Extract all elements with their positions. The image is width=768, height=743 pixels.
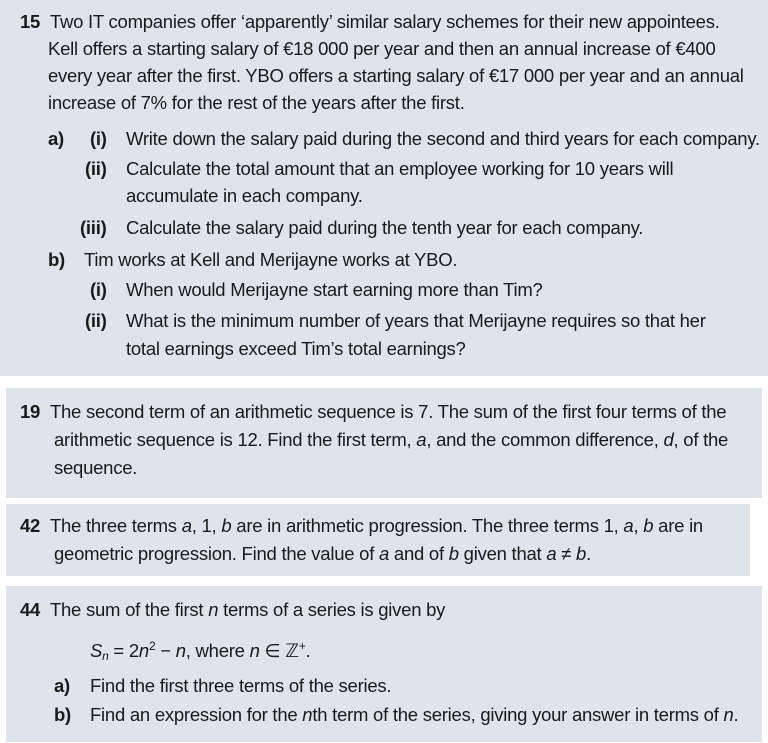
- q44-equation: $S_n = 2n^2 - n$, where n ∈ ℤ+.: [90, 639, 311, 663]
- q19-var-d: d: [663, 429, 674, 450]
- q15-intro-2: Kell offers a starting salary of €18 000 per year and then an annual increase of €400: [48, 38, 716, 59]
- q15-b-text: Tim works at Kell and Merijayne works at YBO.: [84, 249, 458, 270]
- question-42-box: [6, 504, 750, 576]
- q15-a-iii-text: Calculate the salary paid during the tenth year for each company.: [126, 217, 644, 238]
- q15-intro-4: increase of 7% for the rest of the years after the first.: [48, 92, 465, 113]
- q19-text-1: The second term of an arithmetic sequence is 7. The sum of the first four terms of the: [49, 401, 727, 422]
- q44-part-a-text: Find the first three terms of the series.: [90, 675, 392, 696]
- q15-intro-1: Two IT companies offer ‘apparently’ similar salary schemes for their new appointees.: [49, 11, 720, 32]
- q15-b-ii-label: (ii): [85, 310, 107, 331]
- q42-number: 42: [20, 515, 41, 536]
- q15-part-a-label: a): [48, 128, 64, 149]
- q15-a-ii-text-1: Calculate the total amount that an employee working for 10 years will: [126, 158, 674, 179]
- q42-line-2: geometric progression. Find the value of a and of b given that a ≠ b.: [54, 543, 591, 564]
- q19-line-1: [20, 400, 726, 424]
- q15-part-b-label: b): [48, 249, 65, 270]
- q15-line-1: [20, 10, 720, 34]
- q15-b-ii-text-2: total earnings exceed Tim’s total earnings?: [126, 338, 466, 359]
- q44-part-b-label: b): [54, 704, 71, 725]
- q42-line-1: 42 The three terms a, 1, b are in arithmetic progression. The three terms 1, a, b are in: [20, 515, 703, 536]
- q44-number: 44: [20, 599, 41, 620]
- q15-a-ii-label: (ii): [85, 158, 107, 179]
- q19-var-a: a: [416, 429, 427, 450]
- question-19-box: [6, 388, 762, 498]
- q19-line-3: sequence.: [54, 457, 138, 478]
- q19-number: 19: [20, 401, 41, 422]
- q44-line-1: 44 The sum of the first n terms of a series is given by: [20, 599, 446, 620]
- q44-part-b-text: Find an expression for the nth term of the series, giving your answer in terms of n.: [90, 704, 739, 725]
- q15-b-i-text: When would Merijayne start earning more than Tim?: [126, 279, 543, 300]
- q15-number: 15: [20, 11, 41, 32]
- q15-intro-3: every year after the first. YBO offers a starting salary of €17 000 per year and an annual: [48, 65, 744, 86]
- q19-line-2: arithmetic sequence is 12. Find the first term, a, and the common difference, d, of the: [54, 429, 729, 450]
- q15-a-ii-text-2: accumulate in each company.: [126, 185, 363, 206]
- q15-a-iii-label: (iii): [80, 217, 107, 238]
- q44-part-a-label: a): [54, 675, 70, 696]
- q15-b-i-label: (i): [90, 279, 107, 300]
- q15-a-i-text: Write down the salary paid during the second and third years for each company.: [126, 128, 760, 149]
- question-44-box: [6, 586, 762, 742]
- q15-b-ii-text-1: What is the minimum number of years that Merijayne requires so that her: [126, 310, 706, 331]
- q15-a-i-label: (i): [90, 128, 107, 149]
